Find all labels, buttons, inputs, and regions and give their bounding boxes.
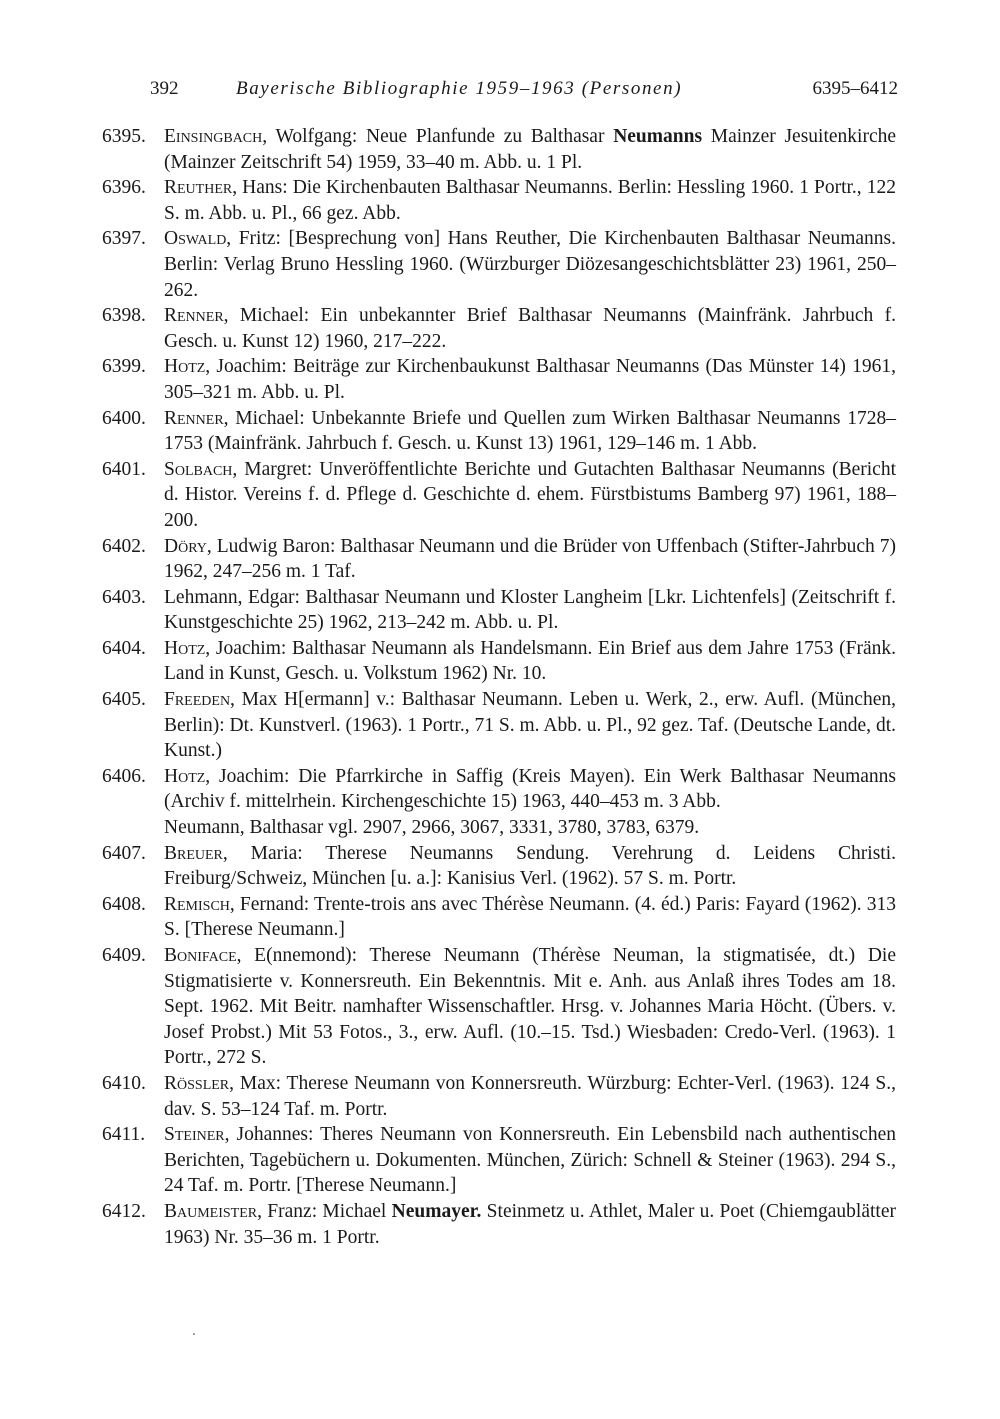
entry-number: 6400. <box>102 407 146 429</box>
entry-author: Reuther, <box>164 177 238 199</box>
entry-text <box>164 124 896 175</box>
entry-number: 6396. <box>102 177 146 199</box>
bibliography-entry <box>0 687 1000 764</box>
entry-keyword: Neumanns <box>613 126 703 147</box>
bibliography-entry <box>0 764 1000 815</box>
entry-details: Joachim: Beiträge zur Kirchenbaukunst Balthasar Neumanns (Das Münster 14) 1961, 305–321 m. Abb. u. Pl. <box>164 356 896 403</box>
entry-author: Hotz, <box>164 765 211 787</box>
bibliography-entry <box>0 943 1000 1071</box>
entry-text <box>164 303 896 354</box>
entry-text <box>164 764 896 815</box>
bibliography-entry <box>0 303 1000 354</box>
bibliography-entry <box>0 1122 1000 1199</box>
bibliography-entry <box>0 636 1000 687</box>
entry-details: Hans: Die Kirchenbauten Balthasar Neumanns. Berlin: Hessling 1960. 1 Portr., 122 S. m. Abb. u. Pl., 66 gez. Abb. <box>164 177 896 224</box>
entry-number: 6395. <box>102 126 146 147</box>
entry-number: 6411. <box>102 1124 146 1146</box>
bibliography-entry <box>0 457 1000 534</box>
bibliography-entry <box>0 124 1000 175</box>
entry-details: Maria: Therese Neumanns Sendung. Verehrung d. Leidens Christi. Freiburg/Schweiz, München [u. a.]: Kanisius Verl. (1962). 57 S. m. Portr. <box>164 842 896 890</box>
entry-author: Döry, <box>164 535 212 557</box>
entry-author: Einsingbach, <box>164 126 268 147</box>
entry-text <box>164 892 896 943</box>
entry-number: 6401. <box>102 458 146 480</box>
bibliography-entry <box>0 534 1000 585</box>
entry-details: Michael: Unbekannte Briefe und Quellen zum Wirken Balthasar Neumanns 1728–1753 (Mainfränk. Jahrbuch f. Gesch. u. Kunst 13) 1961, 129–146 m. 1 Abb. <box>164 407 896 455</box>
entry-number: 6410. <box>102 1072 146 1094</box>
entry-number: 6409. <box>102 945 146 966</box>
entry-author: Steiner, <box>164 1124 230 1146</box>
entry-text <box>164 354 896 405</box>
entry-details: Lehmann, Edgar: Balthasar Neumann und Kloster Langheim [Lkr. Lichtenfels] (Zeitschrift f. Kunstgeschichte 25) 1962, 213–242 m. Abb. u. Pl. <box>164 586 896 634</box>
entry-title-part: Franz: Michael <box>262 1200 392 1222</box>
entry-author: Hotz, <box>164 356 211 378</box>
entry-range: 6395–6412 <box>812 78 898 99</box>
entry-text <box>164 585 896 636</box>
entry-details: Joachim: Balthasar Neumann als Handelsmann. Ein Brief aus dem Jahre 1753 (Fränk. Land in Kunst, Gesch. u. Volkstum 1962) Nr. 10. <box>164 637 896 685</box>
entry-details: Michael: Ein unbekannter Brief Balthasar Neumanns (Mainfränk. Jahrbuch f. Gesch. u. Kunst 12) 1960, 217–222. <box>164 305 896 352</box>
entry-author: Rössler, <box>164 1072 235 1094</box>
bibliography-entry <box>0 585 1000 636</box>
entry-number: 6402. <box>102 535 146 557</box>
entry-author: Baumeister, <box>164 1200 262 1222</box>
entry-text <box>164 226 896 303</box>
print-speck <box>193 1333 195 1335</box>
entry-author: Oswald, <box>164 228 232 250</box>
entry-details: Ludwig Baron: Balthasar Neumann und die Brüder von Uffenbach (Stifter-Jahrbuch 7) 1962, 247–256 m. 1 Taf. <box>164 535 896 583</box>
entry-author: Freeden, <box>164 689 235 711</box>
entry-details: Steinmetz u. Athlet, Maler u. Poet (Chiemgaublätter 1963) Nr. 35–36 m. 1 Portr. <box>164 1200 896 1248</box>
entry-details: Mainzer Jesuitenkirche (Mainzer Zeitschrift 54) 1959, 33–40 m. Abb. u. 1 Pl. <box>164 126 896 173</box>
entry-text <box>164 636 896 687</box>
entry-author: Solbach, <box>164 458 238 480</box>
entry-number: 6397. <box>102 228 146 250</box>
entry-number: 6399. <box>102 356 146 378</box>
entry-number: 6405. <box>102 689 146 711</box>
entry-text <box>164 457 896 534</box>
bibliography-entry <box>0 892 1000 943</box>
entry-number: 6407. <box>102 842 146 864</box>
entry-text <box>164 406 896 457</box>
entry-author: Boniface, <box>164 945 242 966</box>
bibliography-entry <box>0 354 1000 405</box>
running-header <box>150 78 898 100</box>
entry-text <box>164 175 896 226</box>
entry-text <box>164 841 896 892</box>
entry-number: 6412. <box>102 1200 146 1222</box>
entry-details: Johannes: Theres Neumann von Konnersreuth. Ein Lebensbild nach authentischen Berichten, Tagebüchern u. Dokumenten. München, Zürich: Schnell & Steiner (1963). 294 S., 24 Taf. m. Portr. [Therese Neumann.] <box>164 1124 896 1197</box>
entry-author: Hotz, <box>164 637 211 659</box>
entry-details: Max: Therese Neumann von Konnersreuth. Würzburg: Echter-Verl. (1963). 124 S., dav. S. 53–124 Taf. m. Portr. <box>164 1072 896 1120</box>
entry-author: Breuer, <box>164 842 228 864</box>
entry-text <box>164 1122 896 1199</box>
bibliography-entry <box>0 226 1000 303</box>
bibliography-entry <box>0 1199 1000 1250</box>
running-title: Bayerische Bibliographie 1959–1963 (Personen) <box>236 78 683 99</box>
bibliography-entry <box>0 841 1000 892</box>
entry-list <box>0 124 1000 1250</box>
bibliography-entry <box>0 406 1000 457</box>
entry-number: 6398. <box>102 305 146 327</box>
entry-author: Renner, <box>164 305 229 327</box>
entry-number: 6404. <box>102 637 146 659</box>
entry-details: Max H[ermann] v.: Balthasar Neumann. Leben u. Werk, 2., erw. Aufl. (München, Berlin): Dt. Kunstverl. (1963). 1 Portr., 71 S. m. Abb. u. Pl., 92 gez. Taf. (Deutsche Lande, dt. Kunst.) <box>164 689 896 762</box>
entry-keyword: Neumayer. <box>391 1200 482 1222</box>
entry-details: Fritz: [Besprechung von] Hans Reuther, Die Kirchenbauten Balthasar Neumanns. Berlin: Verlag Bruno Hessling 1960. (Würzburger Diözesangeschichtsblätter 23) 1961, 250–262. <box>164 228 896 301</box>
cross-reference-note: Neumann, Balthasar vgl. 2907, 2966, 3067, 3331, 3780, 3783, 6379. <box>164 817 700 839</box>
entry-author: Renner, <box>164 407 229 429</box>
entry-title-part: Wolfgang: Neue Planfunde zu Balthasar <box>267 126 614 147</box>
entry-text <box>164 943 896 1071</box>
entry-text <box>164 1071 896 1122</box>
entry-number: 6408. <box>102 893 146 915</box>
entry-details: Joachim: Die Pfarrkirche in Saffig (Kreis Mayen). Ein Werk Balthasar Neumanns (Archiv f. mittelrhein. Kirchengeschichte 15) 1963, 440–453 m. 3 Abb. <box>164 765 896 813</box>
entry-number: 6406. <box>102 765 146 787</box>
entry-details: E(nnemond): Therese Neumann (Thérèse Neuman, la stigmatisée, dt.) Die Stigmatisierte v. Konnersreuth. Ein Bekenntnis. Mit e. Anh. aus Anlaß ihres Todes am 18. Sept. 1962. Mit Beitr. namhafter Wissenschaftler. Hrsg. v. Johannes Maria Höcht. (Übers. v. Josef Probst.) Mit 53 Fotos., 3., erw. Aufl. (10.–15. Tsd.) Wiesbaden: Credo-Verl. (1963). 1 Portr., 272 S. <box>164 945 896 1069</box>
entry-number: 6403. <box>102 586 146 608</box>
entry-text <box>164 534 896 585</box>
entry-details: Margret: Unveröffentlichte Berichte und Gutachten Balthasar Neumanns (Bericht d. Histor. Vereins f. d. Pflege d. Geschichte d. ehem. Fürstbistums Bamberg 97) 1961, 188–200. <box>164 458 896 531</box>
entry-details: Fernand: Trente-trois ans avec Thérèse Neumann. (4. éd.) Paris: Fayard (1962). 313 S. [Therese Neumann.] <box>164 893 896 941</box>
page-number: 392 <box>150 78 179 99</box>
bibliography-entry <box>0 175 1000 226</box>
entry-text <box>164 1199 896 1250</box>
entry-text <box>164 687 896 764</box>
entry-author: Remisch, <box>164 893 235 915</box>
bibliography-entry <box>0 1071 1000 1122</box>
